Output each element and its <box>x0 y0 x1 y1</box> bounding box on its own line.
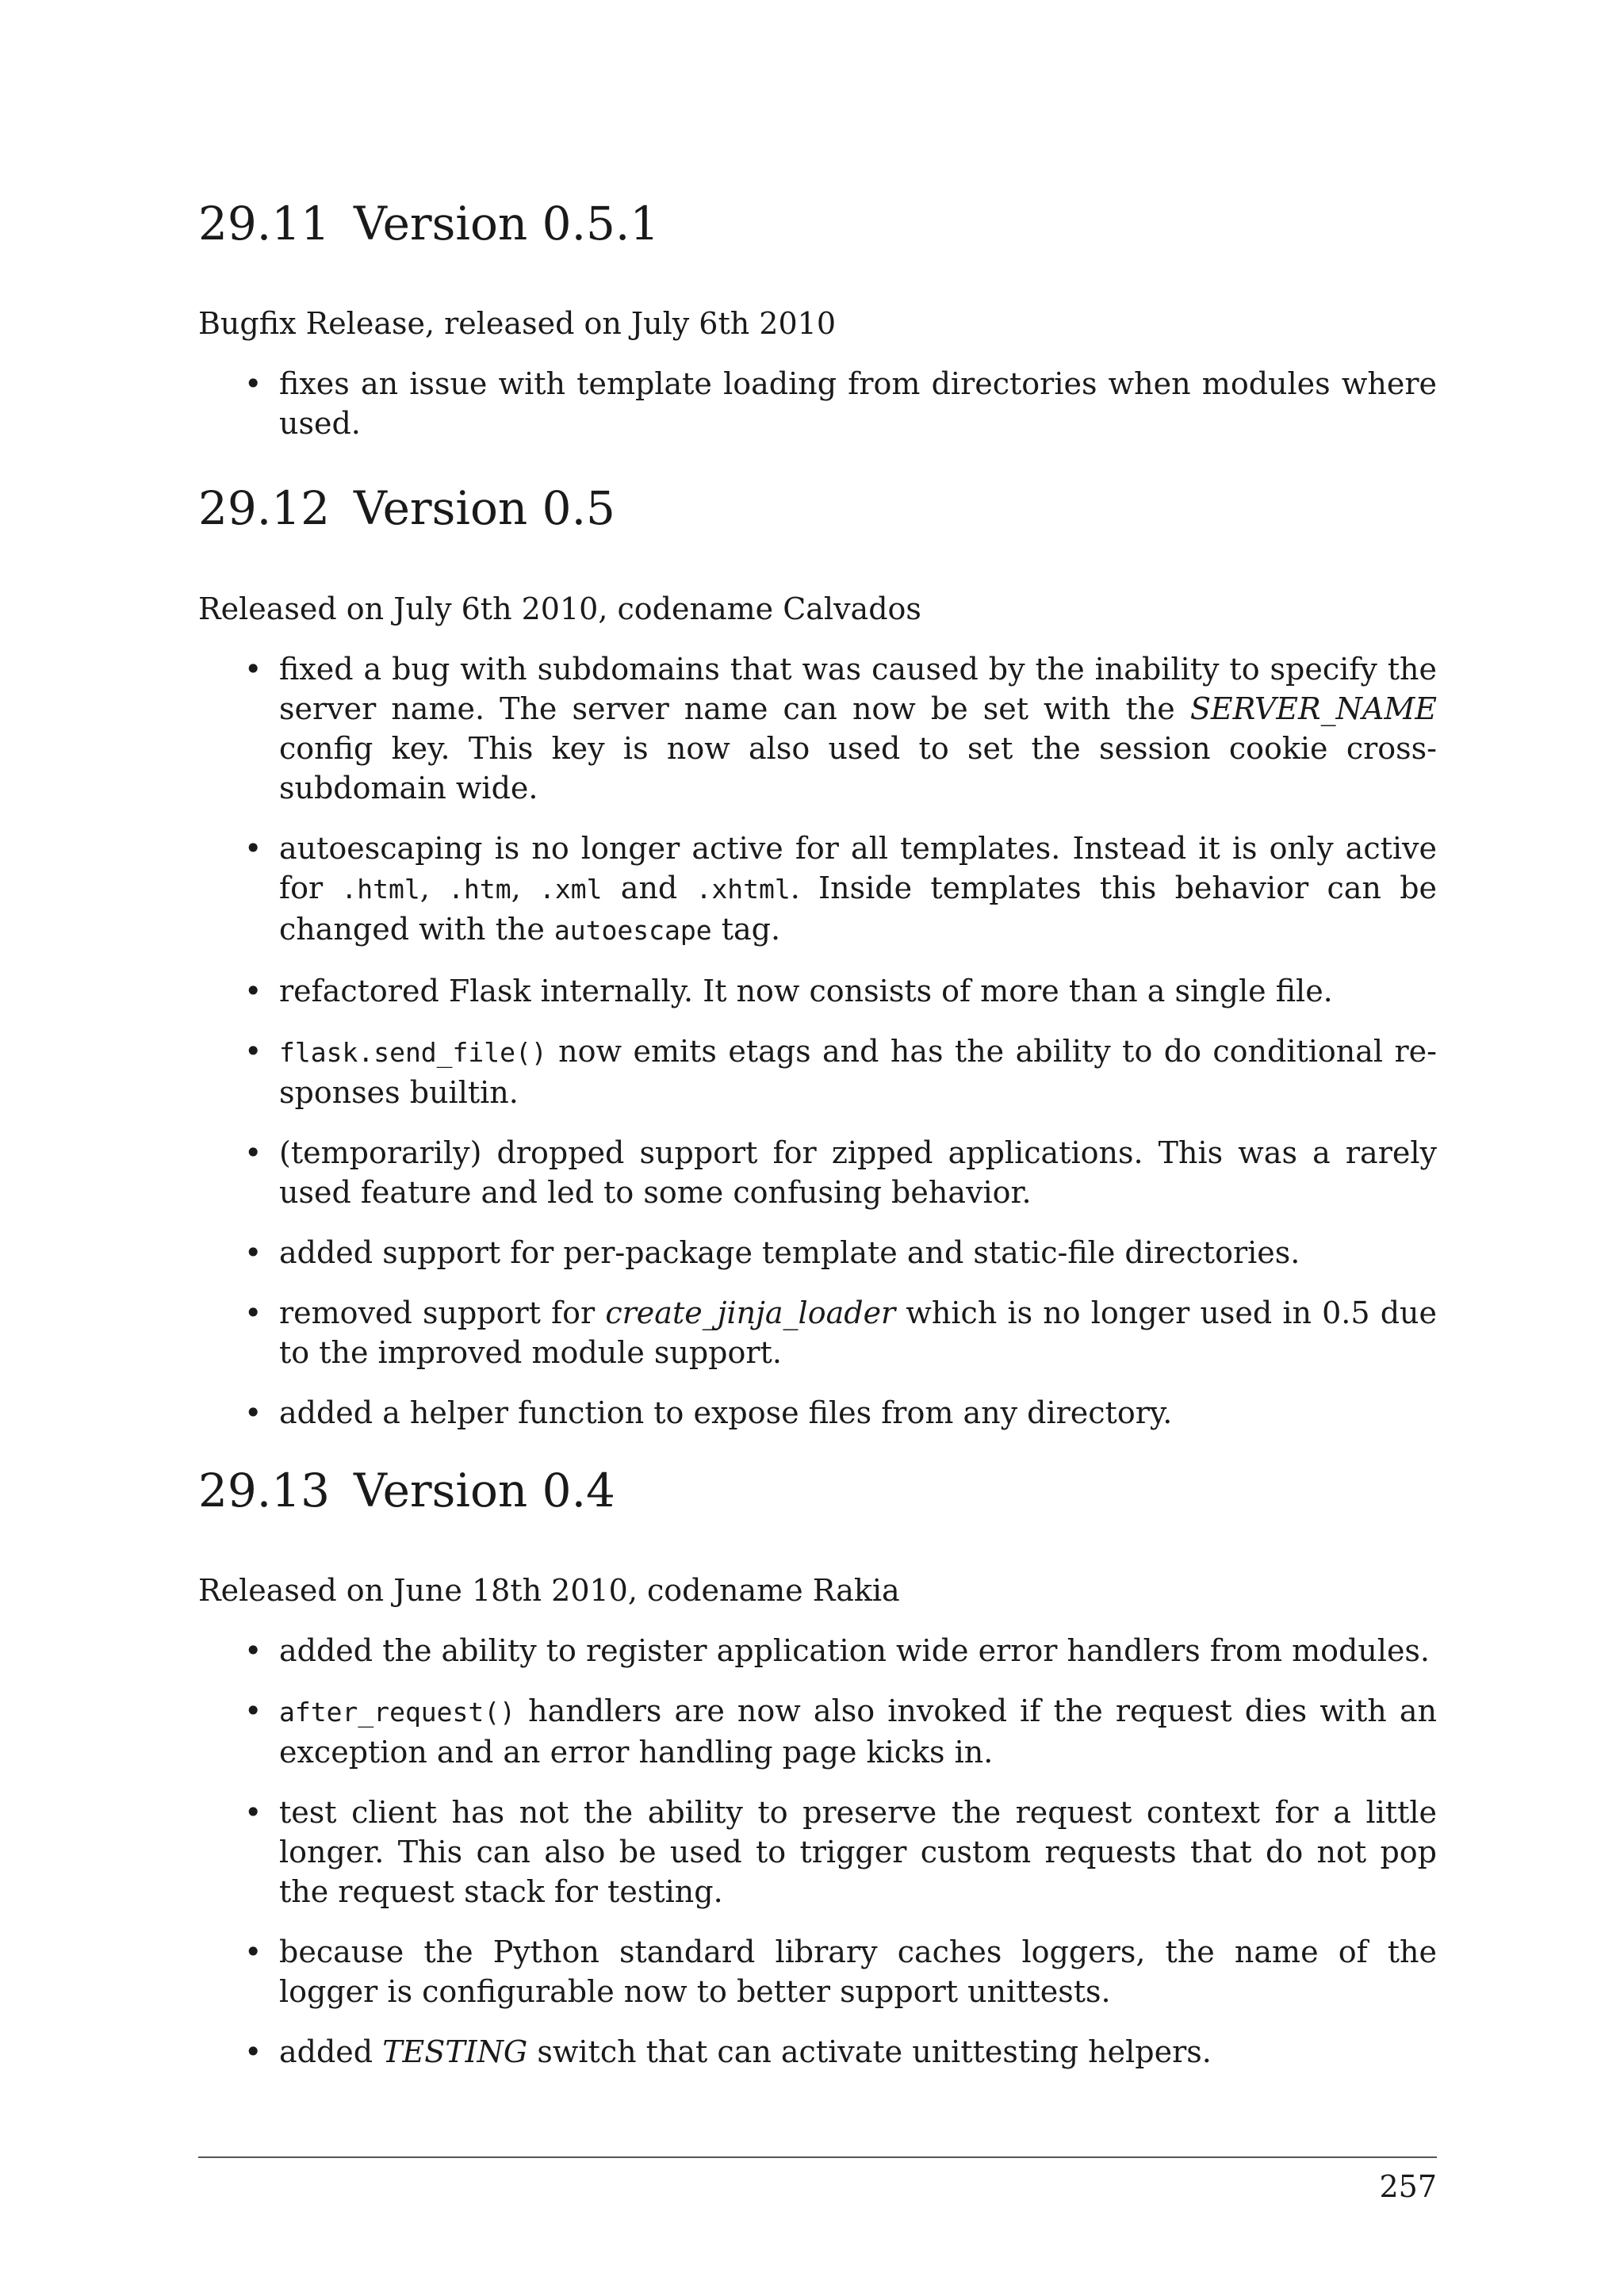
item-text: added <box>279 2034 383 2069</box>
changelog-list <box>198 1631 1437 2092</box>
section-number: 29.11 <box>198 197 331 251</box>
item-text: (temporarily) dropped support for zipped applications. This was a rarely used feature and led to some confusing behavior. <box>279 1135 1437 1210</box>
list-item <box>198 649 1437 808</box>
page-number: 257 <box>1379 2169 1437 2204</box>
code-literal: .xhtml <box>695 874 791 905</box>
bullet-icon: • <box>244 1235 262 1270</box>
section-heading <box>198 196 659 251</box>
bullet-icon: • <box>244 1135 262 1170</box>
item-text: fixes an issue with template loading from directories when modules where used. <box>279 366 1437 441</box>
bullet-icon: • <box>244 1295 262 1330</box>
item-text: now emits etags and has the ability to do conditional responses builtin. <box>279 1034 1437 1110</box>
item-text: , <box>419 871 449 905</box>
config-name: SERVER_NAME <box>1189 691 1437 726</box>
document-page <box>198 0 1437 2296</box>
release-info: Released on July 6th 2010, codename Calvados <box>198 591 921 626</box>
bullet-icon: • <box>244 1795 262 1830</box>
item-text: refactored Flask internally. It now consists of more than a single file. <box>279 974 1333 1008</box>
list-item <box>198 1393 1437 1433</box>
item-text: because the Python standard library caches loggers, the name of the logger is configurable now to better support unittests. <box>279 1934 1437 2009</box>
code-literal: .html <box>341 874 420 905</box>
config-name: create_jinja_loader <box>605 1295 896 1330</box>
bullet-icon: • <box>244 652 262 687</box>
bullet-icon: • <box>244 1934 262 1969</box>
item-text: and <box>602 871 696 905</box>
changelog-list <box>198 364 1437 464</box>
section-title: Version 0.5.1 <box>354 197 660 251</box>
release-info: Released on June 18th 2010, codename Rakia <box>198 1573 900 1608</box>
release-info: Bugfix Release, released on July 6th 2010 <box>198 306 837 341</box>
bullet-icon: • <box>244 1633 262 1668</box>
item-text: removed support for <box>279 1295 606 1330</box>
item-text: which is no longer used in 0.5 due to the improved module support. <box>279 1295 1437 1370</box>
changelog-list <box>198 649 1437 1453</box>
list-item <box>198 1133 1437 1212</box>
item-text: switch that can activate unittesting helpers. <box>527 2034 1212 2069</box>
item-text: fixed a bug with subdomains that was caused by the inability to specify the server name. The server name can now be set with the <box>279 652 1437 726</box>
item-text: autoescaping is no longer active for all templates. Instead it is only active for <box>279 831 1437 905</box>
code-literal: autoescape <box>553 915 712 946</box>
list-item <box>198 1233 1437 1272</box>
list-item <box>198 2032 1437 2072</box>
item-text: , <box>511 871 540 905</box>
bullet-icon: • <box>244 2034 262 2069</box>
list-item <box>198 1793 1437 1911</box>
code-literal: .xml <box>539 874 603 905</box>
item-text: config key. This key is now also used to set the session cookie cross-subdomain wide. <box>279 731 1437 806</box>
list-item <box>198 1031 1437 1112</box>
item-text: . Inside templates this behavior can be changed with the <box>279 871 1438 947</box>
section-number: 29.13 <box>198 1464 331 1517</box>
section-title: Version 0.4 <box>354 1464 615 1517</box>
code-literal: flask.send_file() <box>279 1037 547 1068</box>
list-item <box>198 828 1437 951</box>
bullet-icon: • <box>244 1693 262 1728</box>
list-item <box>198 1293 1437 1372</box>
item-text: added the ability to register application wide error handlers from modules. <box>279 1633 1431 1668</box>
bullet-icon: • <box>244 1395 262 1430</box>
item-text: test client has not the ability to preserve the request context for a little longer. This can also be used to trigger custom requests that do not pop the request stack for testing. <box>279 1795 1437 1909</box>
item-text: added a helper function to expose files from any directory. <box>279 1395 1173 1430</box>
list-item <box>198 1932 1437 2011</box>
bullet-icon: • <box>244 974 262 1008</box>
footer-divider <box>198 2156 1437 2158</box>
item-text: added support for per-package template and static-file directories. <box>279 1235 1300 1270</box>
code-literal: .htm <box>448 874 511 905</box>
list-item <box>198 364 1437 443</box>
section-heading <box>198 480 615 536</box>
config-name: TESTING <box>382 2034 528 2069</box>
section-heading <box>198 1463 615 1518</box>
section-title: Version 0.5 <box>354 481 615 535</box>
list-item <box>198 1691 1437 1772</box>
list-item <box>198 1631 1437 1670</box>
list-item <box>198 971 1437 1011</box>
bullet-icon: • <box>244 831 262 866</box>
item-text: handlers are now also invoked if the request dies with an exception and an error handling page kicks in. <box>279 1693 1437 1770</box>
section-number: 29.12 <box>198 481 331 535</box>
item-text: tag. <box>711 912 781 947</box>
code-literal: after_request() <box>279 1697 516 1728</box>
bullet-icon: • <box>244 366 262 401</box>
bullet-icon: • <box>244 1034 262 1069</box>
